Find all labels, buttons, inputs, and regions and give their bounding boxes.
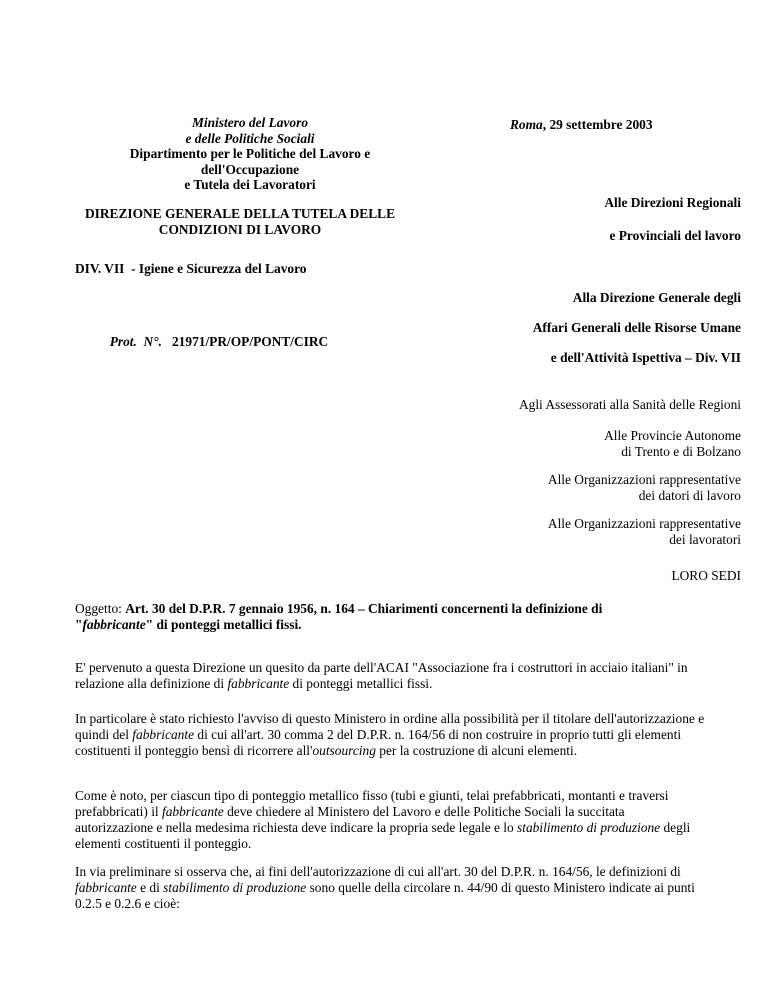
paragraph-text: e di <box>136 880 164 895</box>
subject-label: Oggetto: <box>75 601 126 616</box>
direction-header <box>60 206 420 237</box>
ministry-line: Ministero del Lavoro <box>191 115 309 130</box>
paragraph-text: In via preliminare si osserva che, ai fini dell'autorizzazione di cui all'art. 30 del D.P.R. n. 164/56, le definizioni di <box>75 864 681 879</box>
department-line: Dipartimento per le Politiche del Lavoro e <box>129 146 371 161</box>
date-line <box>510 117 653 133</box>
recipient-block <box>548 472 741 503</box>
ministry-header <box>110 115 390 193</box>
paragraph-text: per la costruzione di alcuni elementi. <box>375 743 578 758</box>
recipient-line: Agli Assessorati alla Sanità delle Regioni <box>518 397 741 412</box>
body-paragraph <box>75 711 705 759</box>
emphasis-term: fabbricante <box>227 676 290 691</box>
emphasis-term: fabbricante <box>132 727 195 742</box>
paragraph-text: E' pervenuto a questa Direzione un quesito da parte dell'ACAI "Associazione fra i costruttori in acciaio italiani" in relazione alla definizione di <box>75 660 688 691</box>
recipient-block <box>604 428 741 459</box>
recipient-line: Alle Provincie Autonome <box>604 428 741 443</box>
protocol-value: 21971/PR/OP/PONT/CIRC <box>171 334 329 349</box>
paragraph-text: di ponteggi metallici fissi. <box>289 676 433 691</box>
paragraph-text: di cui all'art. 30 comma 2 del D.P.R. n. 164/56 di non costruire in proprio tutti gli elementi costituenti il ponteggio bensì di ricorrere all' <box>75 727 682 758</box>
emphasis-term: fabbricante <box>75 880 137 895</box>
subject <box>75 601 705 633</box>
department-line: e Tutela dei Lavoratori <box>184 177 316 192</box>
emphasis-term: outsourcing <box>312 743 376 758</box>
direction-line: CONDIZIONI DI LAVORO <box>158 221 322 237</box>
recipient-line: Alle Organizzazioni rappresentative <box>547 472 741 487</box>
protocol-label: Prot. N°. <box>109 334 162 349</box>
department-line: dell'Occupazione <box>200 161 300 177</box>
recipient-line: Affari Generali delle Risorse Umane <box>532 320 741 335</box>
subject-quote: " <box>75 617 83 632</box>
recipient-line: Alla Direzione Generale degli <box>572 290 741 305</box>
protocol-number <box>103 318 328 350</box>
emphasis-term: stabilimento di produzione <box>517 820 661 835</box>
date-value: , 29 settembre 2003 <box>542 117 653 132</box>
recipient-line: e Provinciali del lavoro <box>609 228 741 243</box>
paragraph-text: Come è noto, per ciascun tipo di ponteggio metallico fisso (tubi e giunti, telai prefabbricati, montanti e traversi prefabbricati) il <box>75 788 669 819</box>
date-city: Roma <box>510 117 543 132</box>
recipient-block <box>548 516 741 547</box>
emphasis-term: fabbricante <box>162 804 224 819</box>
paragraph-text: In particolare è stato richiesto l'avviso di questo Ministero in ordine alla possibilità per il titolare dell'autorizzazione e quindi del <box>75 711 705 742</box>
paragraph-text: sono quelle della circolare n. 44/90 di questo Ministero indicate ai punti 0.2.5 e 0.2.6 e cioè: <box>75 880 695 911</box>
recipient-line: dei lavoratori <box>669 531 741 547</box>
recipient-line: LORO SEDI <box>671 568 741 583</box>
subject-text: Art. 30 del D.P.R. 7 gennaio 1956, n. 164 – Chiarimenti concernenti la definizione di <box>125 601 603 616</box>
recipient-line: Alle Direzioni Regionali <box>604 195 741 210</box>
body-paragraph <box>75 788 705 852</box>
ministry-line: e delle Politiche Sociali <box>185 130 315 146</box>
emphasis-term: stabilimento di produzione <box>163 880 307 895</box>
subject-text: " di ponteggi metallici fissi. <box>145 617 302 632</box>
direction-line: DIREZIONE GENERALE DELLA TUTELA DELLE <box>84 206 396 221</box>
paragraph-text: degli elementi costituenti il ponteggio. <box>75 820 691 851</box>
recipient-line: Alle Organizzazioni rappresentative <box>547 516 741 531</box>
body-paragraph <box>75 864 705 912</box>
recipient-line: e dell'Attività Ispettiva – Div. VII <box>550 350 741 365</box>
paragraph-text: deve chiedere al Ministero del Lavoro e delle Politiche Sociali la succitata autorizzazione e nella medesima richiesta deve indicare la propria sede legale e lo <box>75 804 625 835</box>
subject-term: fabbricante <box>82 617 146 632</box>
recipient-line: di Trento e di Bolzano <box>621 443 741 459</box>
recipient-line: dei datori di lavoro <box>638 487 741 503</box>
division-line: DIV. VII - Igiene e Sicurezza del Lavoro <box>75 261 307 276</box>
body-paragraph <box>75 660 705 692</box>
